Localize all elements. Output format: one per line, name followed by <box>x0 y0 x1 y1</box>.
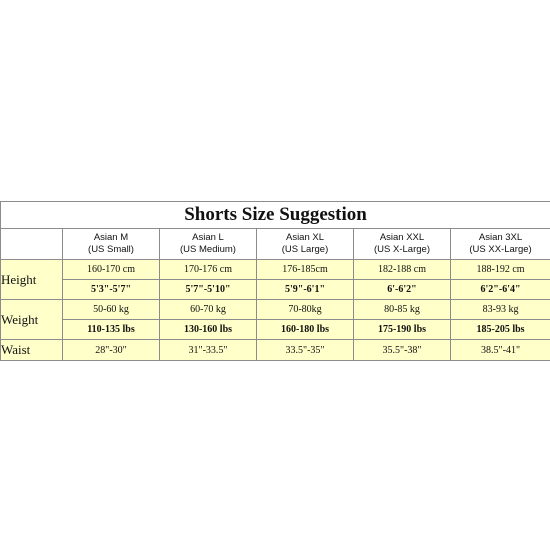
size-header-asian-l <box>160 229 257 260</box>
size-name: Asian L <box>192 232 224 243</box>
height-ft-cell: 6'2"-6'4" <box>451 280 550 300</box>
weight-kg-cell: 70-80kg <box>257 300 354 320</box>
weight-lbs-cell: 175-190 lbs <box>354 320 451 340</box>
weight-lbs-cell: 130-160 lbs <box>160 320 257 340</box>
waist-row <box>1 340 550 361</box>
size-header-asian-m <box>63 229 160 260</box>
size-us-equivalent: (US Small) <box>88 244 134 255</box>
height-ft-cell: 5'7"-5'10" <box>160 280 257 300</box>
height-ft-cell: 5'9"-6'1" <box>257 280 354 300</box>
row-label-weight: Weight <box>1 300 63 340</box>
weight-kg-cell: 60-70 kg <box>160 300 257 320</box>
waist-cell: 35.5"-38" <box>354 340 451 361</box>
size-us-equivalent: (US Large) <box>281 244 329 255</box>
row-label-height: Height <box>1 260 63 300</box>
height-ft-cell: 6'-6'2" <box>354 280 451 300</box>
size-us-equivalent: (US XX-Large) <box>469 244 532 255</box>
size-name: Asian 3XL <box>478 232 523 243</box>
size-us-equivalent: (US X-Large) <box>374 244 430 255</box>
size-header-asian-3xl <box>451 229 550 260</box>
weight-kg-row <box>1 300 550 320</box>
height-cm-cell: 188-192 cm <box>451 260 550 280</box>
weight-lbs-cell: 160-180 lbs <box>257 320 354 340</box>
size-name: Asian XL <box>285 232 325 243</box>
height-ft-row <box>1 280 550 300</box>
weight-kg-cell: 50-60 kg <box>63 300 160 320</box>
waist-cell: 28"-30" <box>63 340 160 361</box>
height-cm-row <box>1 260 550 280</box>
waist-cell: 38.5"-41" <box>451 340 550 361</box>
height-cm-cell: 176-185cm <box>257 260 354 280</box>
size-name: Asian M <box>93 232 129 243</box>
waist-cell: 31"-33.5" <box>160 340 257 361</box>
height-cm-cell: 160-170 cm <box>63 260 160 280</box>
weight-kg-cell: 83-93 kg <box>451 300 550 320</box>
weight-lbs-cell: 110-135 lbs <box>63 320 160 340</box>
size-header-asian-xl <box>257 229 354 260</box>
table-title: Shorts Size Suggestion <box>1 202 550 229</box>
corner-cell <box>1 229 63 260</box>
weight-lbs-row <box>1 320 550 340</box>
size-chart-table <box>0 201 550 361</box>
size-us-equivalent: (US Medium) <box>180 244 236 255</box>
size-name: Asian XXL <box>379 232 425 243</box>
weight-kg-cell: 80-85 kg <box>354 300 451 320</box>
height-cm-cell: 170-176 cm <box>160 260 257 280</box>
row-label-waist: Waist <box>1 340 63 361</box>
waist-cell: 33.5"-35" <box>257 340 354 361</box>
height-ft-cell: 5'3"-5'7" <box>63 280 160 300</box>
height-cm-cell: 182-188 cm <box>354 260 451 280</box>
size-header-row <box>1 229 550 260</box>
weight-lbs-cell: 185-205 lbs <box>451 320 550 340</box>
size-header-asian-xxl <box>354 229 451 260</box>
